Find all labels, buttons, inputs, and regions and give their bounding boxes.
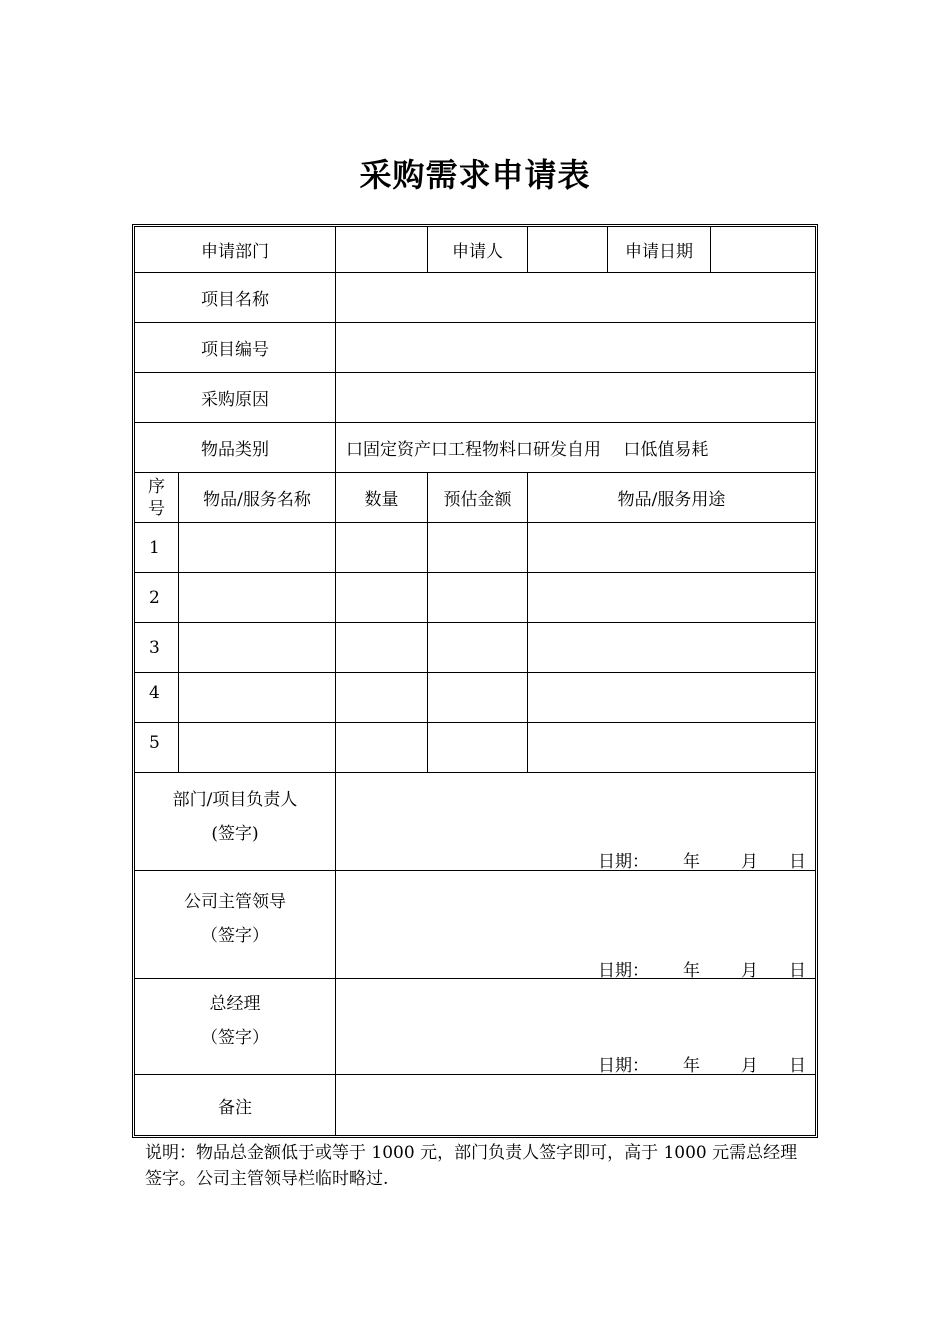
row-2-qty[interactable]: [336, 573, 428, 623]
row-4-amount[interactable]: [428, 673, 528, 723]
row-5-usage[interactable]: [528, 723, 815, 773]
dept-head-year: 年: [683, 852, 700, 872]
qty-header: 数量: [336, 473, 428, 523]
row-4-qty[interactable]: [336, 673, 428, 723]
applicant-input[interactable]: [528, 227, 608, 273]
row-5-amount[interactable]: [428, 723, 528, 773]
manager-month: 月: [741, 961, 758, 981]
row-4-usage[interactable]: [528, 673, 815, 723]
project-name-input[interactable]: [336, 273, 815, 323]
row-2-seq: 2: [135, 573, 179, 623]
row-3-usage[interactable]: [528, 623, 815, 673]
row-1-name[interactable]: [179, 523, 336, 573]
remarks-input[interactable]: [336, 1075, 815, 1135]
dept-head-sign-hint: (签字): [211, 824, 259, 844]
manager-date-label: 日期：: [598, 961, 649, 981]
row-5-seq: 5: [135, 723, 179, 773]
row-2-amount[interactable]: [428, 573, 528, 623]
reason-label: 采购原因: [135, 373, 336, 423]
gm-sign-hint: （签字）: [201, 1028, 269, 1048]
gm-label: [135, 979, 336, 1075]
dept-head-date-label: 日期：: [598, 852, 649, 872]
form-note: 说明：物品总金额低于或等于 1000 元，部门负责人签字即可，高于 1000 元需总经理签字。公司主管领导栏临时略过.: [145, 1143, 798, 1189]
row-1-qty[interactable]: [336, 523, 428, 573]
gm-title: 总经理: [209, 994, 261, 1014]
manager-year: 年: [683, 961, 700, 981]
usage-header: 物品/服务用途: [528, 473, 815, 523]
row-4-name[interactable]: [179, 673, 336, 723]
dept-label: 申请部门: [135, 227, 336, 273]
row-1-amount[interactable]: [428, 523, 528, 573]
reason-input[interactable]: [336, 373, 815, 423]
row-2-usage[interactable]: [528, 573, 815, 623]
dept-head-label: [135, 773, 336, 871]
gm-signature-area[interactable]: [336, 979, 815, 1075]
manager-sign-hint: （签字）: [201, 926, 269, 946]
dept-head-month: 月: [741, 852, 758, 872]
row-1-usage[interactable]: [528, 523, 815, 573]
manager-label: [135, 871, 336, 979]
row-3-name[interactable]: [179, 623, 336, 673]
apply-date-label: 申请日期: [608, 227, 711, 273]
category-options[interactable]: 口固定资产口工程物料口研发自用 口低值易耗: [336, 423, 815, 473]
project-no-label: 项目编号: [135, 323, 336, 373]
row-3-seq: 3: [135, 623, 179, 673]
project-no-input[interactable]: [336, 323, 815, 373]
seq-header: [135, 473, 179, 523]
row-3-amount[interactable]: [428, 623, 528, 673]
row-5-name[interactable]: [179, 723, 336, 773]
manager-title: 公司主管领导: [184, 892, 286, 912]
purchase-request-form: [132, 224, 818, 1138]
remarks-label: 备注: [135, 1075, 336, 1135]
manager-day: 日: [789, 961, 806, 981]
gm-year: 年: [683, 1056, 700, 1076]
seq-header-text: 序号: [148, 476, 165, 519]
gm-month: 月: [741, 1056, 758, 1076]
dept-head-day: 日: [789, 852, 806, 872]
dept-head-signature-area[interactable]: [336, 773, 815, 871]
dept-input[interactable]: [336, 227, 428, 273]
gm-day: 日: [789, 1056, 806, 1076]
project-name-label: 项目名称: [135, 273, 336, 323]
row-1-seq: 1: [135, 523, 179, 573]
form-title: 采购需求申请表: [359, 156, 591, 194]
amount-header: 预估金额: [428, 473, 528, 523]
row-3-qty[interactable]: [336, 623, 428, 673]
row-5-qty[interactable]: [336, 723, 428, 773]
applicant-label: 申请人: [428, 227, 528, 273]
row-4-seq: 4: [135, 673, 179, 723]
dept-head-title: 部门/项目负责人: [172, 790, 298, 810]
category-label: 物品类别: [135, 423, 336, 473]
manager-signature-area[interactable]: [336, 871, 815, 979]
row-2-name[interactable]: [179, 573, 336, 623]
apply-date-input[interactable]: [711, 227, 815, 273]
item-name-header: 物品/服务名称: [179, 473, 336, 523]
gm-date-label: 日期：: [598, 1056, 649, 1076]
